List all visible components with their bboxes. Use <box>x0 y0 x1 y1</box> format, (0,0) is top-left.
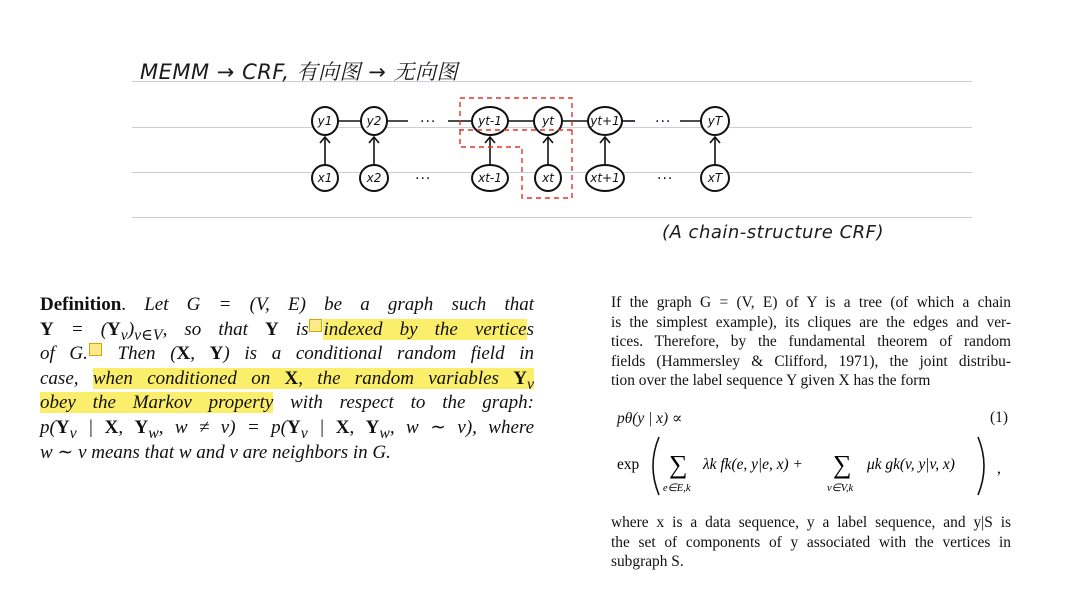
definition-term: Definition <box>40 294 122 315</box>
paragraph-line: fields (Hammersley & Clifford, 1971), the joint distribu- <box>611 352 1011 370</box>
node-yT-label: yT <box>707 114 723 128</box>
node-xt+1-label: xt+1 <box>590 171 620 185</box>
node-y2-label: y2 <box>366 114 382 128</box>
node-y1-label: y1 <box>317 114 333 128</box>
equation-comma: , <box>997 460 1001 477</box>
node-y2 <box>361 107 387 135</box>
node-xt-label: xt <box>542 171 554 185</box>
right-paren <box>978 437 984 495</box>
sum-subscript-1: e∈E,k <box>663 483 691 494</box>
equation-number: (1) <box>990 409 1008 426</box>
paragraph-line: tion over the label sequence Y given X has the form <box>611 372 931 390</box>
equation-exp: exp <box>617 456 640 473</box>
paragraph-line: subgraph S. <box>611 553 684 571</box>
paper-paragraph-1 <box>611 293 1011 391</box>
node-yt+1 <box>588 107 622 135</box>
left-paren <box>653 437 659 495</box>
sketch-title: MEMM → CRF, 有向图 → 无向图 <box>140 60 458 84</box>
node-yt-1 <box>472 107 508 135</box>
chain-crf-sketch <box>0 0 1080 260</box>
node-x2-label: x2 <box>366 171 382 185</box>
definition-line-2: $Y = (Y_v)_{v\in V}$, so that Y is indexed by the vertices <box>40 318 534 344</box>
paper-paragraph-2 <box>611 513 1011 572</box>
paragraph-line: If the graph G = (V, E) of Y is a tree (of which a chain <box>611 294 1011 311</box>
ellipsis-bottom-2: ··· <box>657 171 674 187</box>
sum-symbol-2: ∑ <box>833 450 852 479</box>
definition-line-6: $p(Y_v$ | X, $Y_w$, $w \ne v) = p(Y_v$ | X, $Y_w$, w ∼ v), where <box>40 416 535 442</box>
node-xt+1 <box>586 165 624 191</box>
node-yt-label: yt <box>542 114 554 128</box>
node-x1 <box>312 165 338 191</box>
definition-line-7: w ∼ v means that w and v are neighbors in G. <box>40 441 391 463</box>
ellipsis-top-1: ··· <box>420 114 437 130</box>
chain-graph <box>0 0 1080 260</box>
ellipsis-top-2: ··· <box>655 114 672 130</box>
node-yT <box>701 107 729 135</box>
paragraph-line: is the simplest example), its cliques are the edges and ver- <box>611 313 1011 331</box>
node-x2 <box>360 165 388 191</box>
annotation-note-icon[interactable] <box>309 319 322 332</box>
equation-term-1: λk fk(e, y|e, x) + <box>703 456 803 473</box>
ellipsis-bottom-1: ··· <box>415 171 432 187</box>
definition-line-3: of G. Then (X, Y) is a conditional random field in <box>40 343 535 365</box>
node-yt+1-label: yt+1 <box>590 114 620 128</box>
crf-definition <box>40 293 534 465</box>
node-yt-1-label: yt-1 <box>478 114 502 128</box>
sketch-caption: (A chain-structure CRF) <box>662 222 885 243</box>
node-xt-1 <box>472 165 508 191</box>
sum-symbol-1: ∑ <box>669 450 688 479</box>
definition-line-5: obey the Markov property with respect to the graph: <box>40 392 534 414</box>
node-y1 <box>312 107 338 135</box>
node-yt <box>534 107 562 135</box>
paragraph-line: the set of components of y associated with the vertices in <box>611 533 1011 551</box>
node-xt <box>535 165 561 191</box>
paragraph-line: where x is a data sequence, y a label sequence, and y|S is <box>611 514 1011 531</box>
equation-term-2: μk gk(v, y|v, x) <box>867 456 955 473</box>
paragraph-line: tices. Therefore, by the fundamental theorem of random <box>611 333 1011 351</box>
sum-subscript-2: v∈V,k <box>827 483 854 494</box>
definition-line-4: case, when conditioned on X, the random variables $Y_v$ <box>40 367 534 393</box>
node-xT <box>701 165 729 191</box>
definition-line-1: Definition. Let G = (V, E) be a graph such that <box>40 294 535 315</box>
equation-lhs: pθ(y | x) ∝ <box>617 410 683 427</box>
node-x1-label: x1 <box>317 171 333 185</box>
annotation-note-icon[interactable] <box>89 343 102 356</box>
node-xT-label: xT <box>707 171 723 185</box>
node-xt-1-label: xt-1 <box>478 171 502 185</box>
equation-body <box>617 431 1017 501</box>
